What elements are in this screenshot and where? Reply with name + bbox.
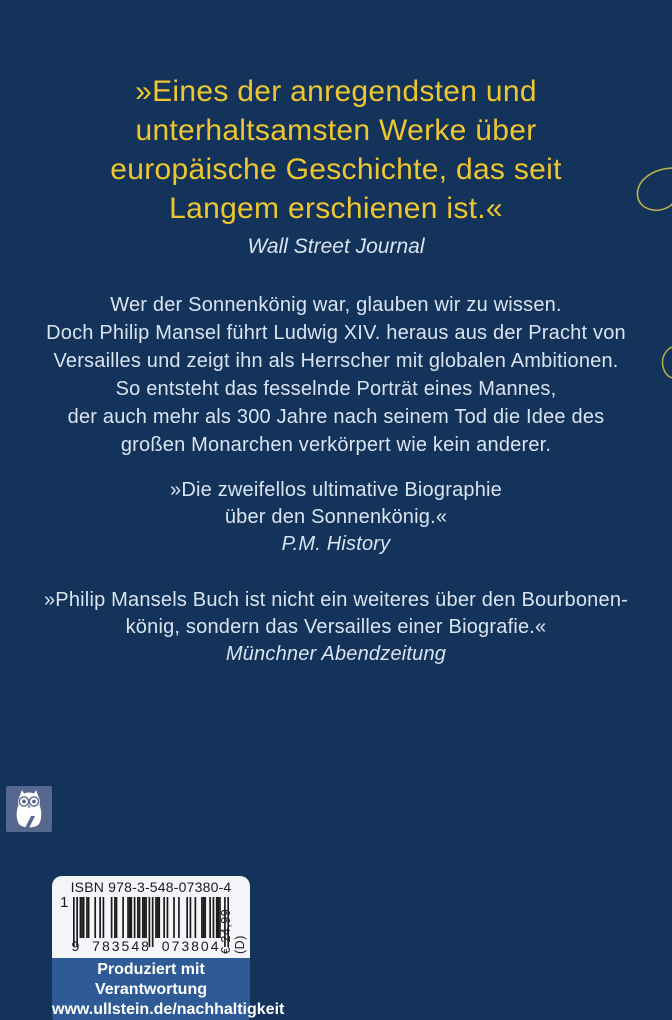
press-quote-line: »Philip Mansels Buch ist nicht ein weiteres über den Bourbonen- bbox=[43, 589, 629, 611]
price-text: € 24,99 (D) bbox=[219, 908, 247, 954]
press-quote-attribution: P.M. History bbox=[281, 533, 391, 555]
sustainability-line: Produziert mit Verantwortung bbox=[94, 961, 207, 998]
blurb-line: Wer der Sonnenkönig war, glauben wir zu wissen. bbox=[110, 294, 562, 316]
blurb-line: Doch Philip Mansel führt Ludwig XIV. heraus aus der Pracht von bbox=[46, 322, 626, 344]
press-quote-abendzeitung bbox=[0, 587, 672, 668]
isbn-text: ISBN 978-3-548-07380-4 bbox=[70, 879, 232, 895]
barcode-label bbox=[52, 876, 250, 958]
press-quote-line: »Die zweifellos ultimative Biographie bbox=[170, 479, 502, 501]
ean-digits: 9 783548 073804 bbox=[71, 938, 221, 954]
blurb-line: So entsteht das fesselnde Porträt eines Mannes, bbox=[115, 378, 557, 400]
sustainability-line: www.ullstein.de/nachhaltigkeit bbox=[52, 1001, 285, 1018]
headline-quote-line: Langem erschienen ist.« bbox=[169, 192, 503, 225]
sustainability-badge bbox=[52, 958, 285, 1020]
blurb-line: der auch mehr als 300 Jahre nach seinem Tod die Idee des bbox=[67, 406, 605, 428]
blurb-line: großen Monarchen verkörpert wie kein anderer. bbox=[120, 434, 552, 456]
press-quote-line: über den Sonnenkönig.« bbox=[224, 506, 448, 528]
headline-quote-attribution: Wall Street Journal bbox=[247, 235, 425, 258]
publisher-logo bbox=[6, 786, 52, 832]
headline-quote-line: »Eines der anregendsten und bbox=[135, 75, 537, 108]
barcode-type-digit: 1 bbox=[60, 894, 69, 911]
barcode-unit bbox=[52, 876, 285, 1020]
ullstein-owl-icon bbox=[10, 789, 48, 829]
headline-quote bbox=[0, 72, 672, 228]
press-quote-line: könig, sondern das Versailles einer Biografie.« bbox=[125, 616, 547, 638]
headline-quote-line: europäische Geschichte, das seit bbox=[110, 153, 562, 186]
blurb-line: Versailles und zeigt ihn als Herrscher mit globalen Ambitionen. bbox=[53, 350, 619, 372]
press-quote-pm-history bbox=[0, 477, 672, 558]
blurb bbox=[0, 291, 672, 459]
press-quote-attribution: Münchner Abendzeitung bbox=[225, 643, 447, 665]
headline-quote-line: unterhaltsamsten Werke über bbox=[135, 114, 537, 147]
